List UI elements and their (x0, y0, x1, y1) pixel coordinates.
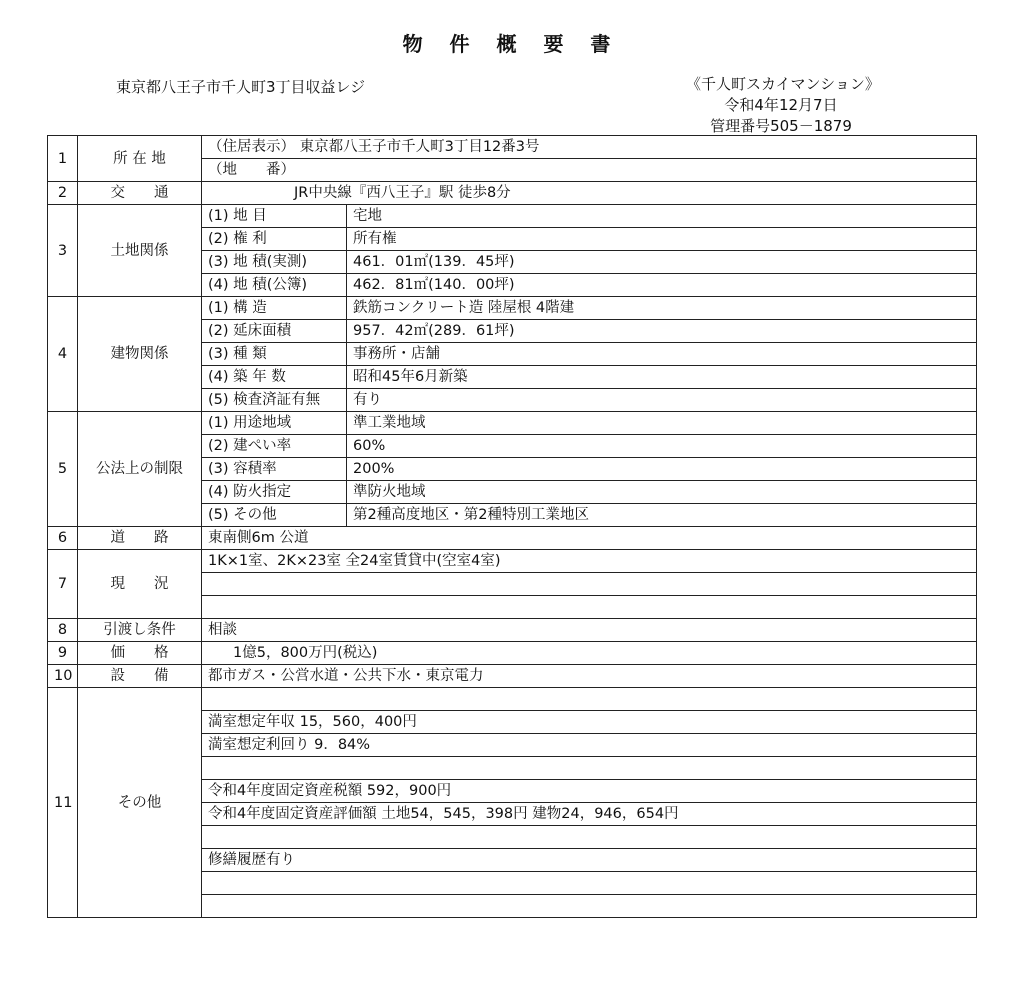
row-category: 設 備 (78, 665, 202, 688)
item-label: (5) その他 (202, 504, 347, 527)
item-label: (4) 地 積(公簿) (202, 274, 347, 297)
row-number: 3 (48, 205, 78, 297)
item-label: (2) 権 利 (202, 228, 347, 251)
item-value: 準防火地域 (347, 481, 977, 504)
row-number: 10 (48, 665, 78, 688)
other-line (202, 826, 977, 849)
table-row (48, 527, 977, 550)
property-name: 《千人町スカイマンション》 (686, 75, 880, 93)
item-label: (3) 地 積(実測) (202, 251, 347, 274)
item-value: 462．81㎡(140．00坪) (347, 274, 977, 297)
table-row (48, 205, 977, 228)
table-row (48, 136, 977, 159)
item-value: 鉄筋コンクリート造 陸屋根 4階建 (347, 297, 977, 320)
row-number: 2 (48, 182, 78, 205)
table-row (48, 665, 977, 688)
blank-cell (202, 596, 977, 619)
handover-terms: 相談 (202, 619, 977, 642)
other-line (202, 688, 977, 711)
row-category: 価 格 (78, 642, 202, 665)
row-number: 5 (48, 412, 78, 527)
item-label: (2) 建ぺい率 (202, 435, 347, 458)
item-value: 事務所・店舗 (347, 343, 977, 366)
item-label: (5) 検査済証有無 (202, 389, 347, 412)
row-number: 9 (48, 642, 78, 665)
item-label: (4) 築 年 数 (202, 366, 347, 389)
item-value: 957．42㎡(289．61坪) (347, 320, 977, 343)
item-value: 宅地 (347, 205, 977, 228)
table-row (48, 550, 977, 573)
item-value: 200% (347, 458, 977, 481)
row-number: 4 (48, 297, 78, 412)
management-number: 管理番号505－1879 (710, 117, 852, 135)
table-row (48, 182, 977, 205)
row-category: 所 在 地 (78, 136, 202, 182)
row-category: 引渡し条件 (78, 619, 202, 642)
item-value: 所有権 (347, 228, 977, 251)
document-title: 物 件 概 要 書 (402, 32, 621, 56)
item-value: 有り (347, 389, 977, 412)
item-label: (1) 構 造 (202, 297, 347, 320)
transit-access: JR中央線『西八王子』駅 徒歩8分 (202, 182, 977, 205)
other-line (202, 895, 977, 918)
residential-address: （住居表示） 東京都八王子市千人町3丁目12番3号 (202, 136, 977, 159)
row-category: 土地関係 (78, 205, 202, 297)
other-line: 令和4年度固定資産評価額 土地54，545，398円 建物24，946，654円 (202, 803, 977, 826)
other-line: 満室想定年収 15，560，400円 (202, 711, 977, 734)
item-label: (3) 種 類 (202, 343, 347, 366)
item-value: 準工業地域 (347, 412, 977, 435)
property-summary-table (47, 135, 977, 918)
item-value: 昭和45年6月新築 (347, 366, 977, 389)
item-label: (4) 防火指定 (202, 481, 347, 504)
table-row (48, 642, 977, 665)
item-value: 60% (347, 435, 977, 458)
table-row (48, 688, 977, 711)
row-category: 交 通 (78, 182, 202, 205)
table-row (48, 297, 977, 320)
other-line: 修繕履歴有り (202, 849, 977, 872)
road-info: 東南側6m 公道 (202, 527, 977, 550)
row-number: 11 (48, 688, 78, 918)
row-category: その他 (78, 688, 202, 918)
other-line: 令和4年度固定資産税額 592，900円 (202, 780, 977, 803)
table-row (48, 412, 977, 435)
item-label: (1) 地 目 (202, 205, 347, 228)
row-number: 1 (48, 136, 78, 182)
row-number: 6 (48, 527, 78, 550)
utilities: 都市ガス・公営水道・公共下水・東京電力 (202, 665, 977, 688)
row-category: 建物関係 (78, 297, 202, 412)
lot-number: （地 番） (202, 159, 977, 182)
current-status: 1K×1室、2K×23室 全24室賃貸中(空室4室) (202, 550, 977, 573)
item-label: (2) 延床面積 (202, 320, 347, 343)
row-category: 現 況 (78, 550, 202, 619)
blank-cell (202, 573, 977, 596)
other-line (202, 872, 977, 895)
row-category: 公法上の制限 (78, 412, 202, 527)
item-label: (1) 用途地域 (202, 412, 347, 435)
other-line: 満室想定利回り 9．84% (202, 734, 977, 757)
header-info (686, 74, 880, 137)
table-row (48, 619, 977, 642)
row-number: 7 (48, 550, 78, 619)
item-value: 461．01㎡(139．45坪) (347, 251, 977, 274)
item-value: 第2種高度地区・第2種特別工業地区 (347, 504, 977, 527)
item-label: (3) 容積率 (202, 458, 347, 481)
row-category: 道 路 (78, 527, 202, 550)
issue-date: 令和4年12月7日 (724, 96, 838, 114)
price: 1億5，800万円(税込) (202, 642, 977, 665)
row-number: 8 (48, 619, 78, 642)
other-line (202, 757, 977, 780)
property-location-title: 東京都八王子市千人町3丁目収益レジ (116, 78, 366, 96)
